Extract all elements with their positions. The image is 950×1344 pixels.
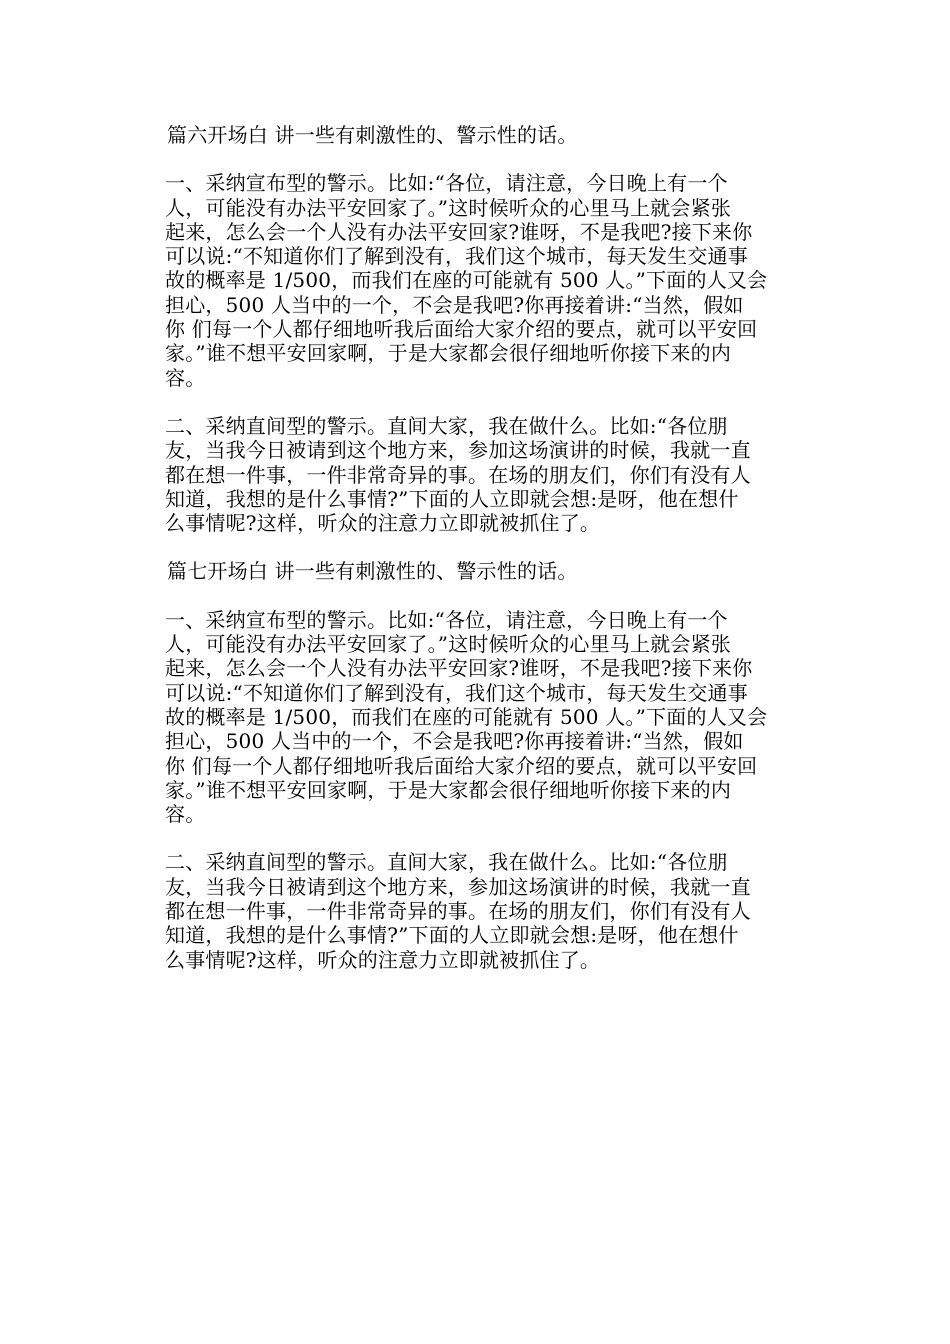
text-line: 知道，我想的是什么事情?”下面的人立即就会想:是呀，他在想什 (165, 486, 739, 511)
text-line: 起来，怎么会一个人没有办法平安回家?谁呀，不是我吧?接下来你 (165, 656, 753, 681)
section-heading-7: 篇七开场白 讲一些有刺激性的、警示性的话。 (167, 559, 578, 584)
text-line: 容。 (165, 365, 206, 390)
text-line: 知道，我想的是什么事情?”下面的人立即就会想:是呀，他在想什 (165, 923, 739, 948)
text-line: 家。”谁不想平安回家啊，于是大家都会很仔细地听你接下来的内 (165, 341, 732, 366)
text-line: 都在想一件事，一件非常奇异的事。在场的朋友们，你们有没有人 (165, 899, 751, 924)
text-line: 都在想一件事，一件非常奇异的事。在场的朋友们，你们有没有人 (165, 462, 751, 487)
text-line: 可以说:“不知道你们了解到没有，我们这个城市，每天发生交通事 (165, 244, 748, 269)
text-line: 起来，怎么会一个人没有办法平安回家?谁呀，不是我吧?接下来你 (165, 219, 753, 244)
text-line: 可以说:“不知道你们了解到没有，我们这个城市，每天发生交通事 (165, 680, 748, 705)
text-line: 你 们每一个人都仔细地听我后面给大家介绍的要点，就可以平安回 (165, 753, 758, 778)
paragraph-6-2 (145, 414, 810, 535)
section-heading-6: 篇六开场白 讲一些有刺激性的、警示性的话。 (167, 123, 578, 147)
text-line: 一、采纳宣布型的警示。比如:“各位，请注意，今日晚上有一个 (165, 171, 728, 196)
text-line: 故的概率是 1/500，而我们在座的可能就有 500 人。”下面的人又会 (165, 704, 768, 729)
text-line: 友，当我今日被请到这个地方来，参加这场演讲的时候，我就一直 (165, 874, 751, 899)
paragraph-7-1 (145, 608, 810, 827)
text-line: 一、采纳宣布型的警示。比如:“各位，请注意，今日晚上有一个 (165, 607, 728, 632)
text-line: 家。”谁不想平安回家啊，于是大家都会很仔细地听你接下来的内 (165, 777, 732, 802)
text-line: 你 们每一个人都仔细地听我后面给大家介绍的要点，就可以平安回 (165, 317, 758, 342)
text-line: 人，可能没有办法平安回家了。”这时候听众的心里马上就会紧张 (165, 632, 732, 657)
text-line: 故的概率是 1/500，而我们在座的可能就有 500 人。”下面的人又会 (165, 268, 768, 293)
text-line: 担心，500 人当中的一个，不会是我吧?你再接着讲:“当然，假如 (165, 292, 744, 317)
text-line: 担心，500 人当中的一个，不会是我吧?你再接着讲:“当然，假如 (165, 729, 744, 754)
text-line: 友，当我今日被请到这个地方来，参加这场演讲的时候，我就一直 (165, 438, 751, 463)
document-body (145, 123, 810, 996)
text-line: 二、采纳直间型的警示。直间大家，我在做什么。比如:“各位朋 (165, 413, 728, 438)
paragraph-6-1 (145, 171, 810, 390)
text-line: 二、采纳直间型的警示。直间大家，我在做什么。比如:“各位朋 (165, 850, 728, 875)
paragraph-7-2 (145, 850, 810, 971)
text-line: 么事情呢?这样，听众的注意力立即就被抓住了。 (165, 947, 601, 972)
text-line: 人，可能没有办法平安回家了。”这时候听众的心里马上就会紧张 (165, 195, 732, 220)
text-line: 容。 (165, 802, 206, 827)
text-line: 么事情呢?这样，听众的注意力立即就被抓住了。 (165, 511, 601, 536)
